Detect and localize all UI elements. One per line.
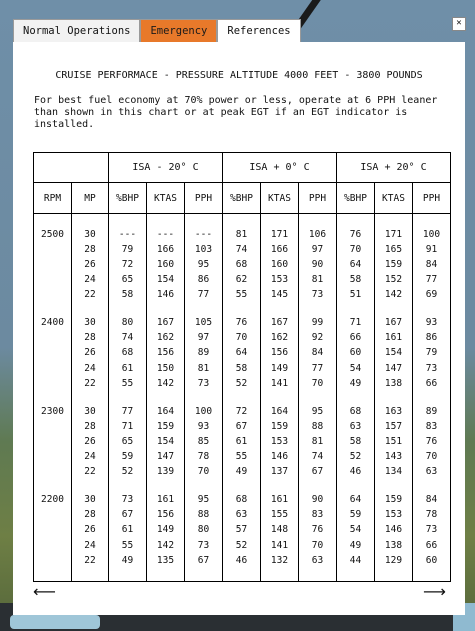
rpm-cell bbox=[34, 361, 72, 376]
isa-minus-20-pph-cell: 70 bbox=[185, 464, 223, 479]
mp-cell: 28 bbox=[72, 330, 109, 345]
isa-minus-20-pph-cell: 80 bbox=[185, 522, 223, 537]
rpm-cell: 2300 bbox=[34, 404, 72, 419]
isa-plus-20-ktas-cell: 152 bbox=[375, 272, 413, 287]
isa-plus-0-bhp-cell: 68 bbox=[223, 257, 261, 272]
isa-plus-20-ktas-cell: 159 bbox=[375, 492, 413, 507]
isa-minus-20-ktas-cell: 166 bbox=[147, 242, 185, 257]
mp-cell: 22 bbox=[72, 553, 109, 568]
isa-minus-20-bhp-cell: 74 bbox=[109, 330, 147, 345]
mp-cell: 28 bbox=[72, 419, 109, 434]
isa-plus-0-ktas-cell: 141 bbox=[261, 376, 299, 391]
isa-plus-20-bhp-cell: 58 bbox=[337, 272, 375, 287]
isa-plus-0-pph-cell: 63 bbox=[299, 553, 337, 568]
header-mp: MP bbox=[72, 183, 109, 214]
isa-plus-0-ktas-cell: 167 bbox=[261, 315, 299, 330]
isa-plus-20-pph-cell: 60 bbox=[413, 553, 451, 568]
isa-plus-0-bhp-cell: 55 bbox=[223, 449, 261, 464]
isa-minus-20-pph-cell: 85 bbox=[185, 434, 223, 449]
rpm-cell bbox=[34, 330, 72, 345]
isa-plus-0-ktas-cell: 153 bbox=[261, 434, 299, 449]
isa-plus-20-pph-cell: 89 bbox=[413, 404, 451, 419]
isa-plus-0-ktas-cell: 149 bbox=[261, 361, 299, 376]
previous-page-arrow-icon[interactable]: ⟵ bbox=[33, 582, 56, 601]
rpm-cell bbox=[34, 464, 72, 479]
isa-plus-20-pph-cell: 66 bbox=[413, 376, 451, 391]
isa-minus-20-pph-cell: 81 bbox=[185, 361, 223, 376]
header-ktas: KTAS bbox=[261, 183, 299, 214]
isa-plus-20-ktas-cell: 138 bbox=[375, 538, 413, 553]
isa-minus-20-ktas-cell: 135 bbox=[147, 553, 185, 568]
isa-minus-20-pph-cell: 73 bbox=[185, 376, 223, 391]
isa-minus-20-pph-cell: 100 bbox=[185, 404, 223, 419]
isa-plus-20-pph-cell: 69 bbox=[413, 287, 451, 302]
tab-normal-operations[interactable]: Normal Operations bbox=[13, 19, 140, 42]
header-ktas: KTAS bbox=[375, 183, 413, 214]
isa-plus-0-pph-cell: 92 bbox=[299, 330, 337, 345]
isa-minus-20-bhp-cell: 61 bbox=[109, 361, 147, 376]
isa-minus-20-ktas-cell: 161 bbox=[147, 492, 185, 507]
isa-plus-0-pph-cell: 67 bbox=[299, 464, 337, 479]
isa-minus-20-ktas-cell: 139 bbox=[147, 464, 185, 479]
table-row bbox=[34, 272, 451, 287]
mp-cell: 30 bbox=[72, 492, 109, 507]
rpm-cell bbox=[34, 507, 72, 522]
isa-plus-0-ktas-cell: 148 bbox=[261, 522, 299, 537]
isa-plus-0-bhp-cell: 52 bbox=[223, 376, 261, 391]
isa-plus-20-bhp-cell: 52 bbox=[337, 449, 375, 464]
mp-cell: 22 bbox=[72, 287, 109, 302]
mp-cell: 22 bbox=[72, 376, 109, 391]
isa-plus-20-pph-cell: 79 bbox=[413, 345, 451, 360]
isa-plus-0-bhp-cell: 76 bbox=[223, 315, 261, 330]
isa-plus-20-ktas-cell: 142 bbox=[375, 287, 413, 302]
isa-minus-20-ktas-cell: 159 bbox=[147, 419, 185, 434]
isa-plus-0-pph-cell: 90 bbox=[299, 492, 337, 507]
isa-plus-0-pph-cell: 95 bbox=[299, 404, 337, 419]
isa-minus-20-pph-cell: 88 bbox=[185, 507, 223, 522]
isa-plus-20-ktas-cell: 143 bbox=[375, 449, 413, 464]
header-rpm: RPM bbox=[34, 183, 72, 214]
isa-plus-20-bhp-cell: 68 bbox=[337, 404, 375, 419]
isa-minus-20-ktas-cell: 167 bbox=[147, 315, 185, 330]
isa-plus-20-bhp-cell: 63 bbox=[337, 419, 375, 434]
isa-plus-0-ktas-cell: 160 bbox=[261, 257, 299, 272]
isa-minus-20-ktas-cell: 150 bbox=[147, 361, 185, 376]
isa-plus-0-bhp-cell: 61 bbox=[223, 434, 261, 449]
isa-minus-20-bhp-cell: 55 bbox=[109, 376, 147, 391]
isa-minus-20-ktas-cell: 149 bbox=[147, 522, 185, 537]
rpm-cell: 2200 bbox=[34, 492, 72, 507]
isa-plus-20-pph-cell: 83 bbox=[413, 419, 451, 434]
table-row bbox=[34, 553, 451, 568]
table-row bbox=[34, 345, 451, 360]
rpm-cell bbox=[34, 522, 72, 537]
table-row bbox=[34, 419, 451, 434]
isa-minus-20-ktas-cell: 164 bbox=[147, 404, 185, 419]
cruise-performance-table bbox=[33, 152, 451, 582]
isa-plus-0-bhp-cell: 57 bbox=[223, 522, 261, 537]
isa-plus-20-bhp-cell: 64 bbox=[337, 492, 375, 507]
header-pph: PPH bbox=[299, 183, 337, 214]
isa-plus-20-bhp-cell: 59 bbox=[337, 507, 375, 522]
isa-plus-20-ktas-cell: 157 bbox=[375, 419, 413, 434]
isa-plus-0-bhp-cell: 81 bbox=[223, 227, 261, 242]
rpm-cell bbox=[34, 345, 72, 360]
isa-plus-20-ktas-cell: 165 bbox=[375, 242, 413, 257]
table-row bbox=[34, 227, 451, 242]
isa-plus-20-ktas-cell: 134 bbox=[375, 464, 413, 479]
isa-minus-20-ktas-cell: 142 bbox=[147, 538, 185, 553]
isa-minus-20-ktas-cell: 154 bbox=[147, 434, 185, 449]
isa-plus-20-pph-cell: 70 bbox=[413, 449, 451, 464]
header-bhp: %BHP bbox=[109, 183, 147, 214]
isa-plus-0-bhp-cell: 67 bbox=[223, 419, 261, 434]
rpm-cell: 2500 bbox=[34, 227, 72, 242]
isa-plus-0-bhp-cell: 72 bbox=[223, 404, 261, 419]
page-title: CRUISE PERFORMACE - PRESSURE ALTITUDE 4000 FEET - 3800 POUNDS bbox=[55, 70, 423, 81]
isa-minus-20-pph-cell: 97 bbox=[185, 330, 223, 345]
table-row bbox=[34, 492, 451, 507]
isa-plus-0-pph-cell: 74 bbox=[299, 449, 337, 464]
isa-plus-20-bhp-cell: 64 bbox=[337, 257, 375, 272]
table-row bbox=[34, 361, 451, 376]
table-spacer-row bbox=[34, 391, 451, 404]
mp-cell: 30 bbox=[72, 227, 109, 242]
table-row bbox=[34, 242, 451, 257]
isa-minus-20-bhp-cell: 71 bbox=[109, 419, 147, 434]
isa-minus-20-bhp-cell: 73 bbox=[109, 492, 147, 507]
table-row bbox=[34, 507, 451, 522]
isa-plus-0-ktas-cell: 171 bbox=[261, 227, 299, 242]
isa-plus-0-ktas-cell: 164 bbox=[261, 404, 299, 419]
isa-plus-20-bhp-cell: 71 bbox=[337, 315, 375, 330]
isa-plus-0-pph-cell: 81 bbox=[299, 434, 337, 449]
isa-minus-20-ktas-cell: 146 bbox=[147, 287, 185, 302]
isa-plus-20-ktas-cell: 167 bbox=[375, 315, 413, 330]
isa-plus-20-ktas-cell: 147 bbox=[375, 361, 413, 376]
isa-plus-0-bhp-cell: 49 bbox=[223, 464, 261, 479]
isa-minus-20-pph-cell: 105 bbox=[185, 315, 223, 330]
isa-plus-20-bhp-cell: 76 bbox=[337, 227, 375, 242]
isa-plus-20-pph-cell: 76 bbox=[413, 434, 451, 449]
isa-plus-0-pph-cell: 88 bbox=[299, 419, 337, 434]
isa-plus-20-ktas-cell: 151 bbox=[375, 434, 413, 449]
rpm-cell bbox=[34, 272, 72, 287]
mp-cell: 28 bbox=[72, 507, 109, 522]
isa-plus-20-bhp-cell: 51 bbox=[337, 287, 375, 302]
isa-plus-20-bhp-cell: 44 bbox=[337, 553, 375, 568]
isa-plus-0-pph-cell: 99 bbox=[299, 315, 337, 330]
isa-plus-20-pph-cell: 73 bbox=[413, 361, 451, 376]
rpm-cell bbox=[34, 553, 72, 568]
isa-plus-20-bhp-cell: 54 bbox=[337, 361, 375, 376]
isa-plus-0-bhp-cell: 58 bbox=[223, 361, 261, 376]
isa-minus-20-ktas-cell: 154 bbox=[147, 272, 185, 287]
isa-minus-20-bhp-cell: 52 bbox=[109, 464, 147, 479]
isa-plus-0-ktas-cell: 146 bbox=[261, 449, 299, 464]
close-icon[interactable]: ✕ bbox=[452, 17, 466, 31]
isa-plus-0-ktas-cell: 156 bbox=[261, 345, 299, 360]
isa-plus-0-ktas-cell: 141 bbox=[261, 538, 299, 553]
isa-plus-20-ktas-cell: 146 bbox=[375, 522, 413, 537]
isa-plus-0-bhp-cell: 55 bbox=[223, 287, 261, 302]
isa-minus-20-bhp-cell: 65 bbox=[109, 434, 147, 449]
header-pph: PPH bbox=[413, 183, 451, 214]
isa-plus-0-pph-cell: 77 bbox=[299, 361, 337, 376]
isa-plus-0-bhp-cell: 62 bbox=[223, 272, 261, 287]
isa-plus-0-bhp-cell: 64 bbox=[223, 345, 261, 360]
isa-minus-20-pph-cell: --- bbox=[185, 227, 223, 242]
table-row bbox=[34, 464, 451, 479]
mp-cell: 24 bbox=[72, 361, 109, 376]
rpm-cell bbox=[34, 257, 72, 272]
table-row bbox=[34, 538, 451, 553]
isa-minus-20-bhp-cell: --- bbox=[109, 227, 147, 242]
rpm-cell: 2400 bbox=[34, 315, 72, 330]
mp-cell: 30 bbox=[72, 404, 109, 419]
tab-references[interactable]: References bbox=[217, 19, 300, 43]
isa-minus-20-bhp-cell: 68 bbox=[109, 345, 147, 360]
isa-minus-20-bhp-cell: 65 bbox=[109, 272, 147, 287]
isa-plus-0-pph-cell: 90 bbox=[299, 257, 337, 272]
isa-minus-20-bhp-cell: 80 bbox=[109, 315, 147, 330]
isa-minus-20-bhp-cell: 55 bbox=[109, 538, 147, 553]
isa-minus-20-pph-cell: 93 bbox=[185, 419, 223, 434]
isa-plus-0-bhp-cell: 52 bbox=[223, 538, 261, 553]
isa-minus-20-bhp-cell: 49 bbox=[109, 553, 147, 568]
isa-plus-0-ktas-cell: 137 bbox=[261, 464, 299, 479]
isa-plus-0-pph-cell: 81 bbox=[299, 272, 337, 287]
mp-cell: 26 bbox=[72, 434, 109, 449]
isa-plus-20-bhp-cell: 60 bbox=[337, 345, 375, 360]
isa-plus-20-pph-cell: 86 bbox=[413, 330, 451, 345]
mp-cell: 24 bbox=[72, 449, 109, 464]
isa-minus-20-pph-cell: 78 bbox=[185, 449, 223, 464]
isa-minus-20-pph-cell: 95 bbox=[185, 492, 223, 507]
isa-plus-0-bhp-cell: 68 bbox=[223, 492, 261, 507]
table-spacer-row bbox=[34, 303, 451, 316]
mp-cell: 24 bbox=[72, 538, 109, 553]
isa-plus-20-ktas-cell: 138 bbox=[375, 376, 413, 391]
isa-plus-20-bhp-cell: 58 bbox=[337, 434, 375, 449]
table-row bbox=[34, 376, 451, 391]
isa-plus-0-ktas-cell: 162 bbox=[261, 330, 299, 345]
isa-plus-0-pph-cell: 106 bbox=[299, 227, 337, 242]
isa-minus-20-ktas-cell: 162 bbox=[147, 330, 185, 345]
rpm-cell bbox=[34, 434, 72, 449]
isa-plus-20-pph-cell: 100 bbox=[413, 227, 451, 242]
mp-cell: 28 bbox=[72, 242, 109, 257]
mp-cell: 24 bbox=[72, 272, 109, 287]
isa-plus-0-ktas-cell: 155 bbox=[261, 507, 299, 522]
isa-minus-20-pph-cell: 77 bbox=[185, 287, 223, 302]
isa-minus-20-pph-cell: 86 bbox=[185, 272, 223, 287]
isa-plus-20-pph-cell: 91 bbox=[413, 242, 451, 257]
isa-plus-20-pph-cell: 66 bbox=[413, 538, 451, 553]
mp-cell: 26 bbox=[72, 257, 109, 272]
isa-minus-20-pph-cell: 95 bbox=[185, 257, 223, 272]
isa-plus-0-ktas-cell: 153 bbox=[261, 272, 299, 287]
isa-plus-20-pph-cell: 73 bbox=[413, 522, 451, 537]
isa-plus-20-ktas-cell: 171 bbox=[375, 227, 413, 242]
isa-plus-0-pph-cell: 84 bbox=[299, 345, 337, 360]
isa-minus-20-ktas-cell: 156 bbox=[147, 507, 185, 522]
isa-plus-20-ktas-cell: 159 bbox=[375, 257, 413, 272]
isa-plus-20-pph-cell: 78 bbox=[413, 507, 451, 522]
table-row bbox=[34, 315, 451, 330]
isa-minus-20-pph-cell: 67 bbox=[185, 553, 223, 568]
isa-minus-20-bhp-cell: 61 bbox=[109, 522, 147, 537]
header-bhp: %BHP bbox=[223, 183, 261, 214]
isa-minus-20-bhp-cell: 79 bbox=[109, 242, 147, 257]
isa-plus-0-ktas-cell: 145 bbox=[261, 287, 299, 302]
isa-minus-20-ktas-cell: 142 bbox=[147, 376, 185, 391]
table-row bbox=[34, 287, 451, 302]
rpm-cell bbox=[34, 376, 72, 391]
isa-plus-0-pph-cell: 83 bbox=[299, 507, 337, 522]
isa-minus-20-ktas-cell: --- bbox=[147, 227, 185, 242]
rpm-cell bbox=[34, 449, 72, 464]
isa-minus-20-pph-cell: 103 bbox=[185, 242, 223, 257]
table-spacer-row bbox=[34, 568, 451, 581]
isa-plus-20-pph-cell: 63 bbox=[413, 464, 451, 479]
header-bhp: %BHP bbox=[337, 183, 375, 214]
isa-plus-20-ktas-cell: 154 bbox=[375, 345, 413, 360]
isa-plus-20-pph-cell: 84 bbox=[413, 257, 451, 272]
table-spacer-row bbox=[34, 480, 451, 493]
isa-plus-20-bhp-cell: 66 bbox=[337, 330, 375, 345]
isa-minus-20-bhp-cell: 72 bbox=[109, 257, 147, 272]
isa-plus-0-pph-cell: 97 bbox=[299, 242, 337, 257]
isa-plus-20-bhp-cell: 49 bbox=[337, 538, 375, 553]
mp-cell: 22 bbox=[72, 464, 109, 479]
isa-plus-0-bhp-cell: 63 bbox=[223, 507, 261, 522]
isa-minus-20-ktas-cell: 160 bbox=[147, 257, 185, 272]
isa-plus-0-pph-cell: 73 bbox=[299, 287, 337, 302]
rpm-cell bbox=[34, 419, 72, 434]
isa-minus-20-pph-cell: 89 bbox=[185, 345, 223, 360]
header-blank bbox=[34, 153, 109, 183]
isa-plus-20-bhp-cell: 70 bbox=[337, 242, 375, 257]
table-spacer-row bbox=[34, 214, 451, 227]
table-row bbox=[34, 330, 451, 345]
rpm-cell bbox=[34, 287, 72, 302]
isa-plus-20-bhp-cell: 49 bbox=[337, 376, 375, 391]
mp-cell: 30 bbox=[72, 315, 109, 330]
header-isa-minus-20: ISA - 20° C bbox=[109, 153, 223, 183]
isa-plus-0-bhp-cell: 46 bbox=[223, 553, 261, 568]
isa-plus-20-ktas-cell: 129 bbox=[375, 553, 413, 568]
header-ktas: KTAS bbox=[147, 183, 185, 214]
header-pph: PPH bbox=[185, 183, 223, 214]
isa-minus-20-bhp-cell: 58 bbox=[109, 287, 147, 302]
isa-plus-20-ktas-cell: 163 bbox=[375, 404, 413, 419]
isa-plus-0-ktas-cell: 132 bbox=[261, 553, 299, 568]
rpm-cell bbox=[34, 242, 72, 257]
mp-cell: 26 bbox=[72, 345, 109, 360]
isa-minus-20-pph-cell: 73 bbox=[185, 538, 223, 553]
isa-plus-0-ktas-cell: 159 bbox=[261, 419, 299, 434]
isa-minus-20-bhp-cell: 59 bbox=[109, 449, 147, 464]
table-row bbox=[34, 449, 451, 464]
isa-minus-20-bhp-cell: 77 bbox=[109, 404, 147, 419]
isa-plus-0-ktas-cell: 166 bbox=[261, 242, 299, 257]
isa-plus-0-ktas-cell: 161 bbox=[261, 492, 299, 507]
isa-plus-20-bhp-cell: 54 bbox=[337, 522, 375, 537]
mp-cell: 26 bbox=[72, 522, 109, 537]
rpm-cell bbox=[34, 538, 72, 553]
header-isa-plus-20: ISA + 20° C bbox=[337, 153, 451, 183]
tab-bar bbox=[13, 19, 301, 43]
isa-minus-20-bhp-cell: 67 bbox=[109, 507, 147, 522]
isa-plus-20-bhp-cell: 46 bbox=[337, 464, 375, 479]
tab-emergency[interactable]: Emergency bbox=[140, 19, 217, 42]
table-row bbox=[34, 404, 451, 419]
isa-plus-0-pph-cell: 76 bbox=[299, 522, 337, 537]
next-page-arrow-icon[interactable]: ⟶ bbox=[423, 582, 446, 601]
fuel-economy-note: For best fuel economy at 70% power or less, operate at 6 PPH leaner than shown in this chart or at peak EGT if an EGT indicator is installed. bbox=[34, 95, 438, 130]
isa-plus-0-bhp-cell: 70 bbox=[223, 330, 261, 345]
header-isa-plus-0: ISA + 0° C bbox=[223, 153, 337, 183]
isa-plus-0-bhp-cell: 74 bbox=[223, 242, 261, 257]
table-row bbox=[34, 522, 451, 537]
isa-minus-20-ktas-cell: 147 bbox=[147, 449, 185, 464]
isa-plus-20-ktas-cell: 161 bbox=[375, 330, 413, 345]
isa-minus-20-ktas-cell: 156 bbox=[147, 345, 185, 360]
isa-plus-20-pph-cell: 84 bbox=[413, 492, 451, 507]
isa-plus-20-pph-cell: 93 bbox=[413, 315, 451, 330]
isa-plus-20-pph-cell: 77 bbox=[413, 272, 451, 287]
isa-plus-0-pph-cell: 70 bbox=[299, 376, 337, 391]
table-row bbox=[34, 257, 451, 272]
isa-plus-20-ktas-cell: 153 bbox=[375, 507, 413, 522]
reference-panel bbox=[13, 42, 465, 615]
table-row bbox=[34, 434, 451, 449]
isa-plus-0-pph-cell: 70 bbox=[299, 538, 337, 553]
